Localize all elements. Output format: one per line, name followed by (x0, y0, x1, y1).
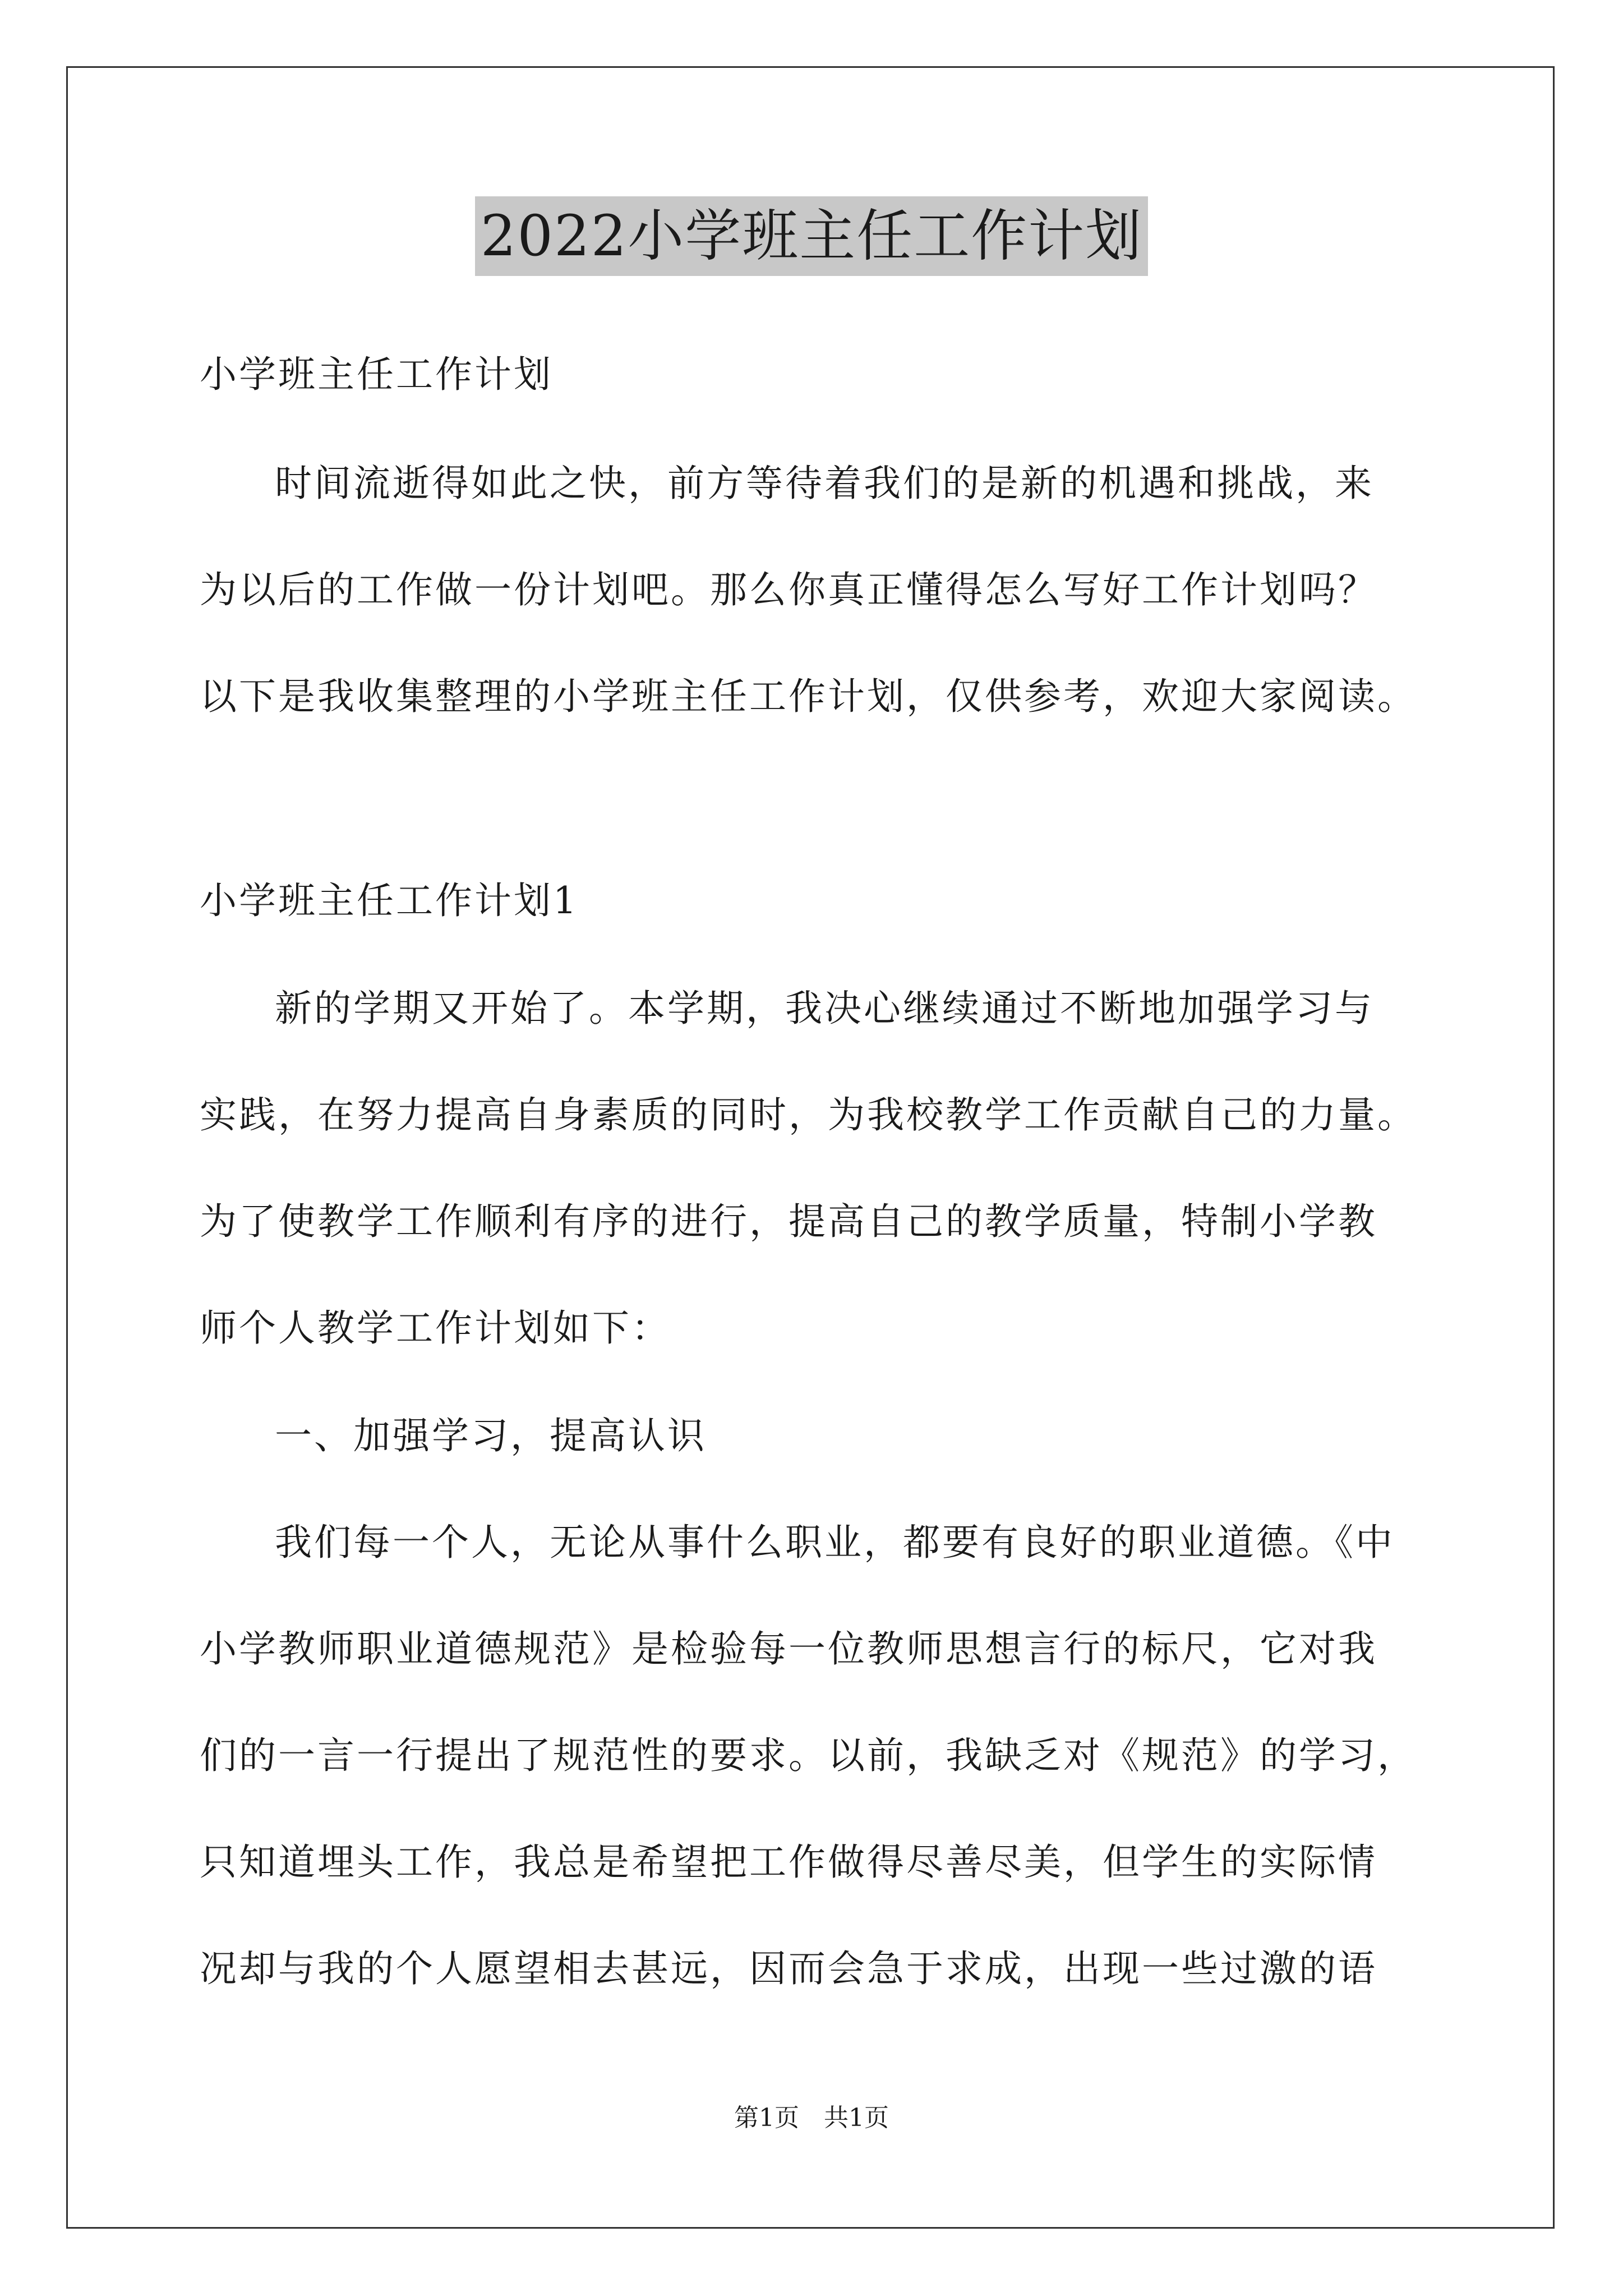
title-container (0, 196, 1623, 276)
paragraph-line: 师个人教学工作计划如下： (200, 1306, 671, 1350)
paragraph-line: 以下是我收集整理的小学班主任工作计划，仅供参考，欢迎大家阅读。 (200, 675, 1417, 718)
paragraph-line: 小学教师职业道德规范》是检验每一位教师思想言行的标尺，它对我 (200, 1627, 1377, 1671)
paragraph-line: 时间流逝得如此之快，前方等待着我们的是新的机遇和挑战，来 (275, 462, 1374, 505)
paragraph-line: 况却与我的个人愿望相去甚远，因而会急于求成，出现一些过激的语 (200, 1947, 1377, 1990)
section-heading: 小学班主任工作计划1 (200, 879, 579, 922)
paragraph-line: 实践，在努力提高自身素质的同时，为我校教学工作贡献自己的力量。 (200, 1093, 1417, 1137)
paragraph-line: 为了使教学工作顺利有序的进行，提高自己的教学质量，特制小学教 (200, 1200, 1377, 1243)
section-heading: 小学班主任工作计划 (200, 353, 553, 396)
subheading: 一、加强学习，提高认识 (275, 1414, 707, 1457)
paragraph-line: 新的学期又开始了。本学期，我决心继续通过不断地加强学习与 (275, 987, 1374, 1030)
document-title: 2022小学班主任工作计划 (475, 196, 1149, 276)
paragraph-line: 我们每一个人，无论从事什么职业，都要有良好的职业道德。《中 (275, 1521, 1395, 1564)
paragraph-line: 为以后的工作做一份计划吧。那么你真正懂得怎么写好工作计划吗？ (200, 568, 1377, 611)
page-footer: 第1页 共1页 (734, 2104, 889, 2132)
paragraph-line: 们的一言一行提出了规范性的要求。以前，我缺乏对《规范》的学习， (200, 1734, 1417, 1777)
paragraph-line: 只知道埋头工作，我总是希望把工作做得尽善尽美，但学生的实际情 (200, 1841, 1377, 1884)
